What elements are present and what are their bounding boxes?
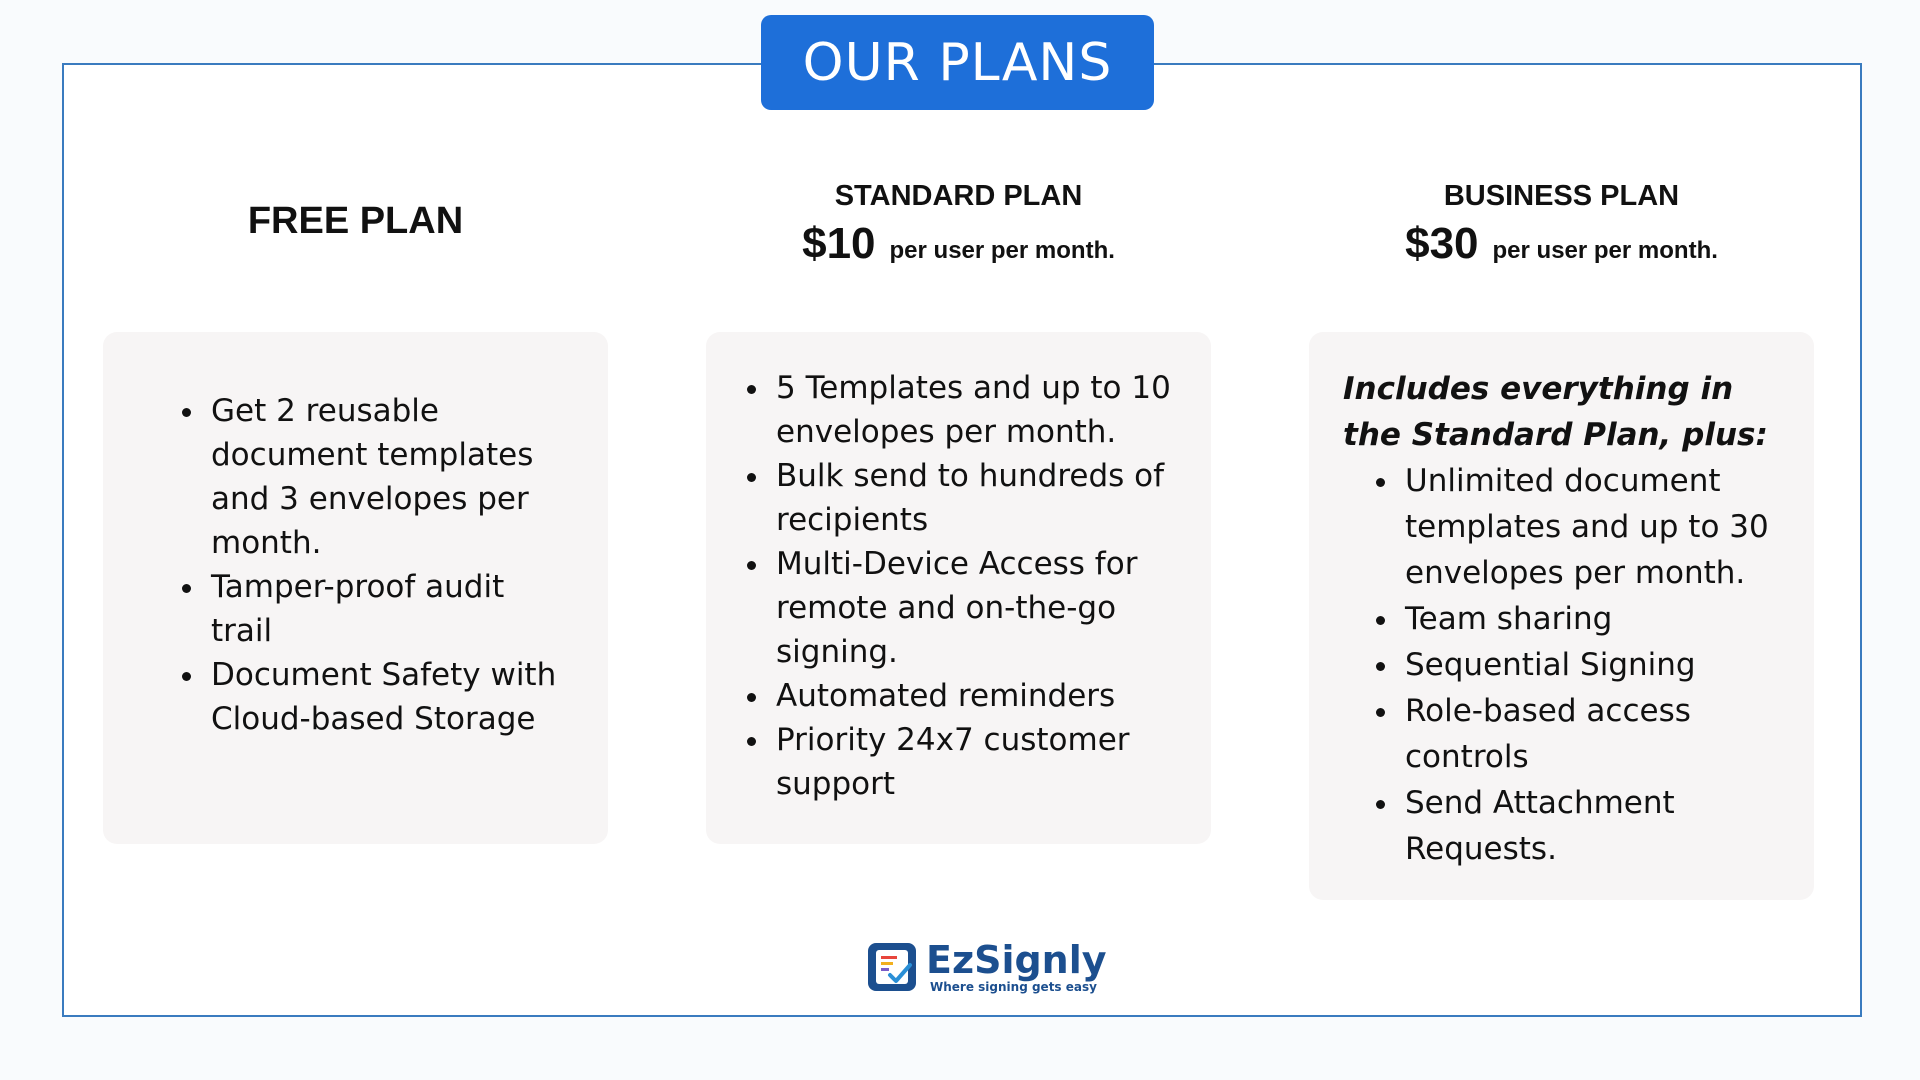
list-item: • Priority 24x7 customer support (772, 718, 1171, 806)
brand-logo (866, 940, 1107, 994)
business-plan-name: BUSINESS PLAN (1443, 180, 1680, 212)
business-plan-header (1309, 180, 1814, 269)
business-plan-intro: Includes everything in the Standard Plan, plus: (1343, 371, 1768, 453)
business-price-row (1309, 219, 1814, 269)
list-item: • Bulk send to hundreds of recipients (772, 454, 1171, 542)
business-plan-price: $30 (1405, 219, 1479, 268)
list-item: • Sequential Signing (1401, 642, 1784, 688)
standard-plan-name: STANDARD PLAN (834, 180, 1083, 212)
free-plan-features (173, 389, 568, 741)
list-item: • Automated reminders (772, 674, 1171, 718)
standard-plan-period: per user per month. (889, 237, 1115, 264)
standard-price-row (706, 219, 1211, 269)
logo-tagline: Where signing gets easy (930, 980, 1097, 994)
business-plan-card (1309, 332, 1814, 900)
list-item: • 5 Templates and up to 10 envelopes per month. (772, 366, 1171, 454)
free-plan-card (103, 332, 608, 844)
list-item: • Unlimited document templates and up to 30 envelopes per month. (1401, 458, 1784, 596)
list-item: • Team sharing (1401, 596, 1784, 642)
logo-text (926, 940, 1107, 994)
list-item: • Tamper-proof audit trail (207, 565, 568, 653)
business-plan-features (1343, 458, 1784, 872)
business-plan-period: per user per month. (1492, 237, 1718, 264)
logo-name: EzSignly (926, 938, 1107, 982)
free-plan-header (103, 200, 608, 243)
free-plan-name: FREE PLAN (247, 200, 464, 242)
list-item: • Role-based access controls (1401, 688, 1784, 780)
list-item: • Get 2 reusable document templates and 3 envelopes per month. (207, 389, 568, 565)
standard-plan-features (738, 366, 1171, 806)
standard-plan-price: $10 (802, 219, 876, 268)
standard-plan-header (706, 180, 1211, 269)
document-check-icon (866, 941, 918, 993)
page-title: OUR PLANS (761, 15, 1154, 110)
list-item: • Send Attachment Requests. (1401, 780, 1784, 872)
list-item: • Multi-Device Access for remote and on-the-go signing. (772, 542, 1171, 674)
list-item: • Document Safety with Cloud-based Storage (207, 653, 568, 741)
standard-plan-card (706, 332, 1211, 844)
